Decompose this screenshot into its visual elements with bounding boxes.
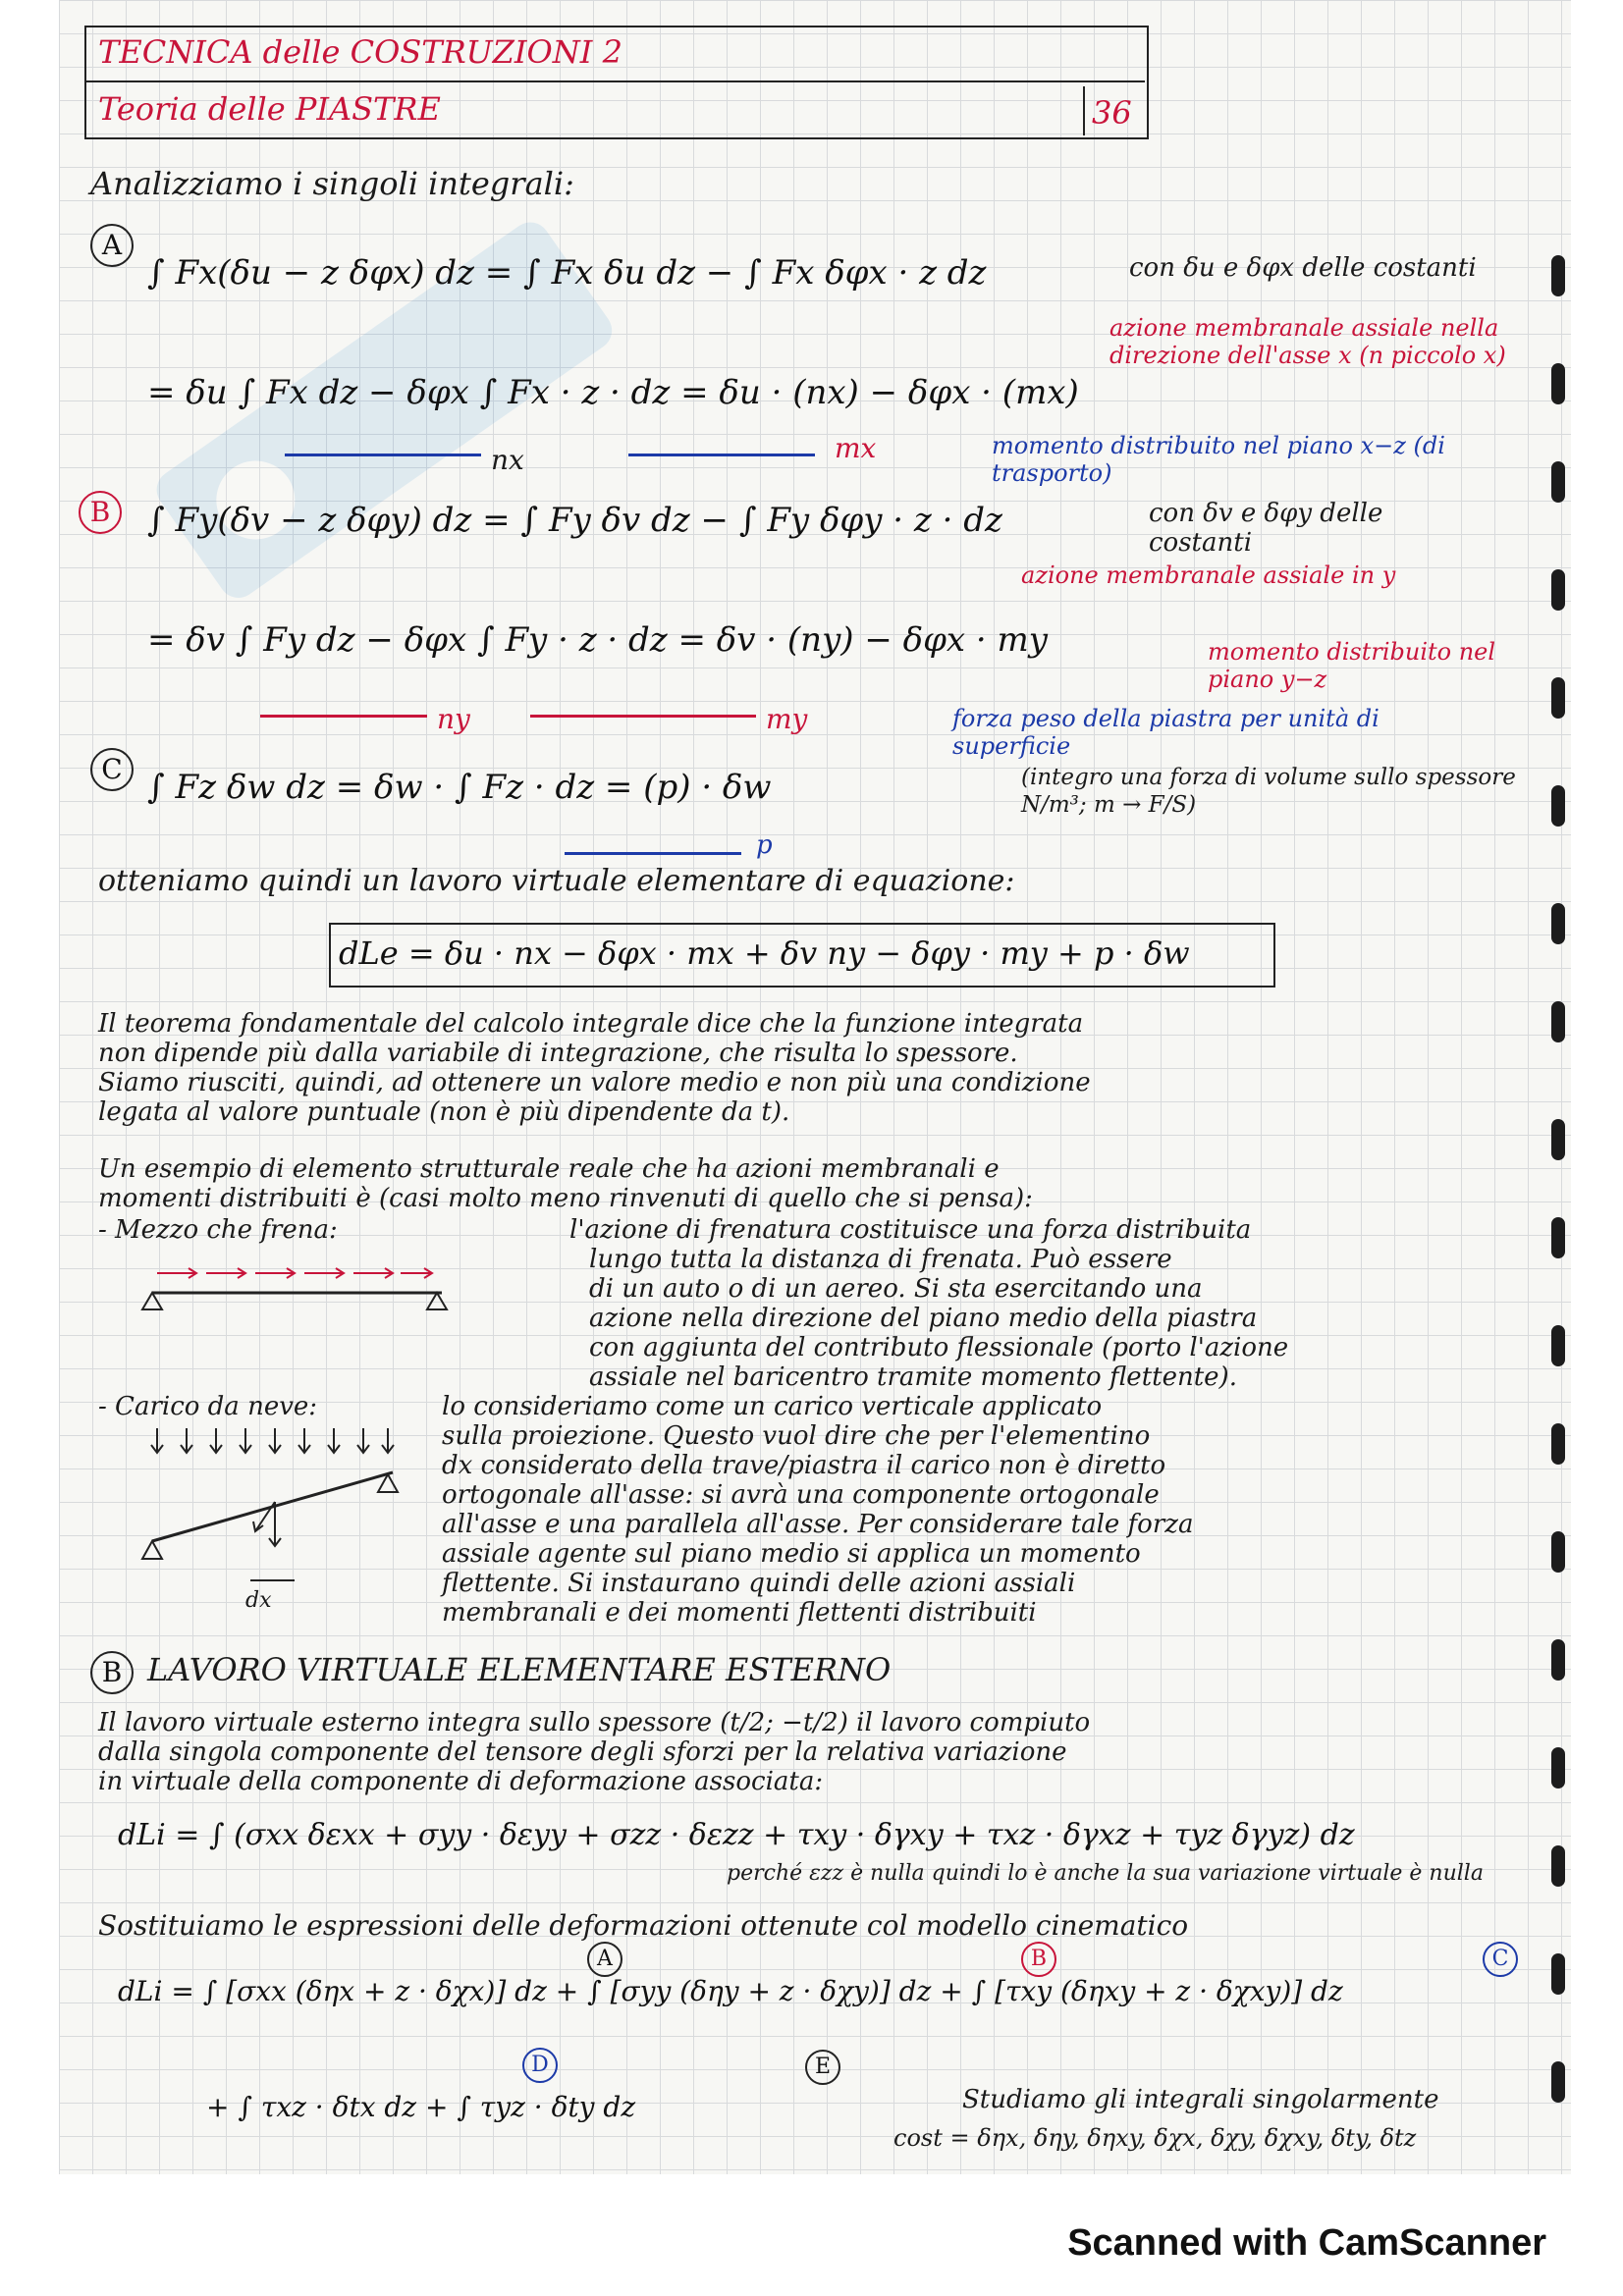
example-2-title: - Carico da neve:: [98, 1392, 318, 1421]
closing-line-1: Studiamo gli integrali singolarmente: [962, 2085, 1439, 2114]
eq-dli-1-note: perché εzz è nulla quindi lo è anche la sua variazione virtuale è nulla: [727, 1861, 1484, 1886]
scanner-brand: Scanned with CamScanner: [1067, 2222, 1546, 2264]
nx-label: nx: [491, 444, 524, 476]
substitution-line: Sostituiamo le espressioni delle deformazioni ottenute col modello cinematico: [98, 1909, 1189, 1942]
intro-text: Analizziamo i singoli integrali:: [90, 165, 574, 202]
example-1-line-4: azione nella direzione del piano medio della piastra: [589, 1304, 1258, 1333]
example-1-title: - Mezzo che frena:: [98, 1215, 338, 1245]
tag-b: B: [1021, 1942, 1056, 1977]
example-2-line-1: lo consideriamo come un carico verticale applicato: [442, 1392, 1103, 1421]
example-2-line-3: dx considerato della trave/piastra il carico non è diretto: [442, 1451, 1166, 1480]
example-2-line-5: all'asse e una parallela all'asse. Per considerare tale forza: [442, 1510, 1194, 1539]
example-1-line-2: lungo tutta la distanza di frenata. Può essere: [589, 1245, 1172, 1274]
boxed-equation: dLe = δu · nx − δφx · mx + δv ny − δφy · my + p · δw: [339, 934, 1190, 972]
note-ny: azione membranale assiale in y: [1021, 561, 1396, 589]
tag-c: C: [1483, 1942, 1518, 1977]
binding-holes: [1542, 255, 1571, 2169]
section-b2-line-1: Il lavoro virtuale esterno integra sullo spessore (t/2; −t/2) il lavoro compiuto: [98, 1708, 1091, 1737]
example-1-line-6: assiale nel baricentro tramite momento flettente).: [589, 1362, 1237, 1392]
nx-underline: [285, 454, 481, 456]
eq-dli-3: + ∫ τxz · δtx dz + ∫ τyz · δty dz: [206, 2091, 636, 2123]
note-p1: forza peso della piastra per unità di superficie: [952, 705, 1380, 760]
example-1-line-5: con aggiunta del contributo flessionale (porto l'azione: [589, 1333, 1289, 1362]
tag-e: E: [805, 2050, 840, 2085]
lavoro-intro: otteniamo quindi un lavoro virtuale elementare di equazione:: [98, 864, 1015, 898]
section-c-line1: ∫ Fz δw dz = δw · ∫ Fz · dz = (p) · δw: [147, 768, 772, 807]
paragraph-2-line-2: momenti distribuiti è (casi molto meno rinvenuti di quello che si pensa):: [98, 1184, 1033, 1213]
example-2-line-6: assiale agente sul piano medio si applica un momento: [442, 1539, 1141, 1569]
p-underline: [565, 852, 741, 855]
example-1-line-1: l'azione di frenatura costituisce una forza distribuita: [569, 1215, 1252, 1245]
section-b-label: B: [79, 491, 122, 534]
section-b2-title: LAVORO VIRTUALE ELEMENTARE ESTERNO: [147, 1651, 892, 1688]
section-b-line2: = δv ∫ Fy dz − δφx ∫ Fy · z · dz = δv · (ny) − δφx · my: [147, 620, 1048, 660]
paragraph-2-line-1: Un esempio di elemento strutturale reale che ha azioni membranali e: [98, 1154, 1000, 1184]
snow-load-sketch: [137, 1423, 422, 1610]
mx-label: mx: [835, 432, 877, 464]
section-a-note: con δu e δφx delle costanti: [1129, 253, 1477, 283]
my-underline: [530, 715, 756, 718]
example-2-line-4: ortogonale all'asse: si avrà una componente ortogonale: [442, 1480, 1160, 1510]
note-mx: momento distribuito nel piano x−z (di trasporto): [992, 432, 1445, 487]
example-1-line-3: di un auto o di un aereo. Si sta esercitando una: [589, 1274, 1203, 1304]
section-b-note: con δv e δφy delle costanti: [1149, 499, 1383, 558]
course-title: TECNICA delle COSTRUZIONI 2: [98, 33, 622, 71]
eq-dli-1: dLi = ∫ (σxx δεxx + σyy · δεyy + σzz · δεzz + τxy · δγxy + τxz · δγxz + τyz δγyz) dz: [118, 1818, 1355, 1852]
paragraph-1-line-3: Siamo riusciti, quindi, ad ottenere un valore medio e non più una condizione: [98, 1068, 1091, 1097]
paragraph-1-line-4: legata al valore puntuale (non è più dipendente da t).: [98, 1097, 790, 1127]
dx-label: dx: [245, 1588, 272, 1613]
paragraph-1-line-2: non dipende più dalla variabile di integrazione, che risulta lo spessore.: [98, 1039, 1018, 1068]
tag-a: A: [587, 1942, 622, 1977]
topic-title: Teoria delle PIASTRE: [98, 90, 441, 128]
example-2-line-2: sulla proiezione. Questo vuol dire che per l'elementino: [442, 1421, 1151, 1451]
watermark-logo: [118, 167, 668, 677]
section-b-line1: ∫ Fy(δv − z δφy) dz = ∫ Fy δv dz − ∫ Fy δφy · z · dz: [147, 501, 1002, 540]
section-b2-line-3: in virtuale della componente di deformazione associata:: [98, 1767, 824, 1796]
section-a-line1: ∫ Fx(δu − z δφx) dz = ∫ Fx δu dz − ∫ Fx δφx · z dz: [147, 253, 987, 293]
note-p2: (integro una forza di volume sullo spessore N/m³; m → F/S): [1021, 765, 1516, 818]
note-my: momento distribuito nel piano y−z: [1208, 638, 1496, 693]
section-a-label: A: [90, 224, 134, 267]
eq-dli-2: dLi = ∫ [σxx (δηx + z · δχx)] dz + ∫ [σyy (δηy + z · δχy)] dz + ∫ [τxy (δηxy + z · δχxy)] dz: [118, 1975, 1343, 2007]
my-label: my: [766, 703, 808, 735]
ny-label: ny: [437, 703, 470, 735]
ny-underline: [260, 715, 427, 718]
example-2-line-7: flettente. Si instaurano quindi delle azioni assiali: [442, 1569, 1076, 1598]
section-b2-label: B: [90, 1651, 134, 1694]
section-b2-line-2: dalla singola componente del tensore degli sforzi per la relativa variazione: [98, 1737, 1067, 1767]
paragraph-1-line-1: Il teorema fondamentale del calcolo integrale dice che la funzione integrata: [98, 1009, 1084, 1039]
header-divider: [84, 80, 1145, 82]
page-number: 36: [1092, 94, 1132, 132]
section-c-label: C: [90, 748, 134, 791]
section-a-line2: = δu ∫ Fx dz − δφx ∫ Fx · z · dz = δu · (nx) − δφx · (mx): [147, 373, 1079, 412]
braking-beam-sketch: [137, 1249, 461, 1317]
note-nx: azione membranale assiale nella direzione dell'asse x (n piccolo x): [1109, 314, 1506, 369]
p-label: p: [756, 830, 773, 860]
mx-underline: [628, 454, 815, 456]
example-2-line-8: membranali e dei momenti flettenti distribuiti: [442, 1598, 1037, 1628]
tag-d: D: [522, 2048, 558, 2083]
closing-line-2: cost = δηx, δηy, δηxy, δχx, δχy, δχxy, δty, δtz: [893, 2124, 1417, 2152]
